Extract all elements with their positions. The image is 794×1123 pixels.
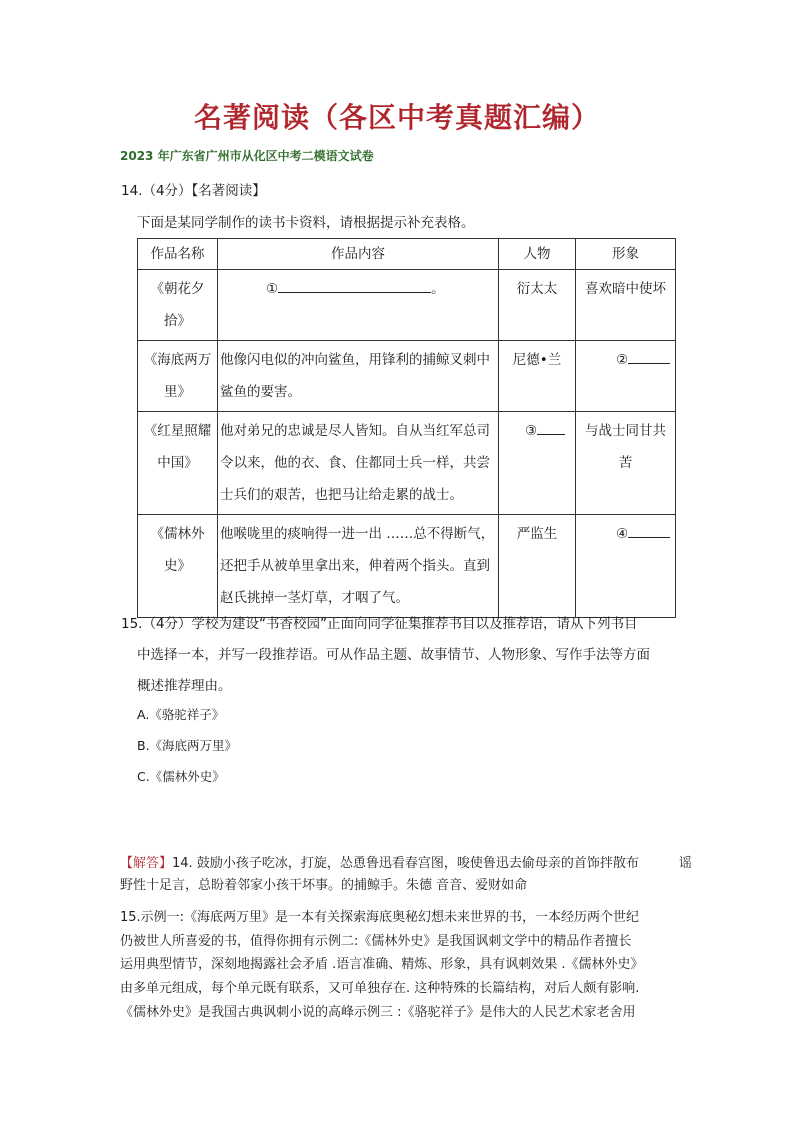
question-15-line: 中选择一本，并写一段推荐语。可从作品主题、故事情节、人物形象、写作手法等方面 xyxy=(137,647,650,663)
content-line: 他喉咙里的痰响得一进一出 ……总不得断气， xyxy=(220,526,495,542)
answer-14-line xyxy=(120,852,692,871)
table-row xyxy=(138,341,676,412)
content-line: 他对弟兄的忠诚是尽人皆知。自从当红军总司 xyxy=(220,423,490,439)
image-line: 与战士同甘共 xyxy=(585,423,666,439)
work-name-line: 《红星照耀 xyxy=(143,423,212,439)
character-cell: 衍太太 xyxy=(499,270,576,341)
header-character: 人物 xyxy=(499,239,576,270)
content-suffix: 。 xyxy=(431,281,445,297)
answer-blank-1[interactable] xyxy=(278,276,431,293)
blank-marker: ③ xyxy=(525,423,538,439)
work-name-line: 史》 xyxy=(164,558,191,574)
content-line: 他像闪电似的冲向鲨鱼，用锋利的捕鲸叉刺中 xyxy=(220,352,490,368)
header-image: 形象 xyxy=(576,239,676,270)
work-name-cell xyxy=(138,515,218,618)
answer-15-line: 15.示例一:《海底两万里》是一本有关探索海底奥秘幻想未来世界的书，一本经历两个世纪 xyxy=(120,910,640,925)
answer-15-line: 由多单元组成，每个单元既有联系，又可单独存在. 这种特殊的长篇结构，对后人颇有影响. xyxy=(120,981,640,996)
work-name-cell xyxy=(138,412,218,515)
answer-blank-4[interactable] xyxy=(628,521,670,538)
character-cell: 严监生 xyxy=(499,515,576,618)
option-c: C.《儒林外史》 xyxy=(137,769,225,784)
answer-blank-3[interactable] xyxy=(537,418,565,435)
table-row xyxy=(138,270,676,341)
blank-marker: ② xyxy=(616,352,629,368)
content-cell xyxy=(218,515,499,618)
question-14-heading: 14.（4分）【名著阅读】 xyxy=(121,183,266,199)
option-b: B.《海底两万里》 xyxy=(137,738,238,753)
blank-marker: ④ xyxy=(616,526,629,542)
image-line: 苦 xyxy=(618,455,633,471)
work-name-line: 《儒林外 xyxy=(150,526,205,542)
table-row xyxy=(138,412,676,515)
question-15-line: 15.（4分）学校为建设“书香校园”正面向同学征集推荐书目以及推荐语，请从下列书目 xyxy=(121,616,638,632)
image-cell xyxy=(576,341,676,412)
table-header-row xyxy=(138,239,676,270)
answer-15-line: 运用典型情节，深刻地揭露社会矛盾 .语言准确、精炼、形象，具有讽刺效果 .《儒林外史》 xyxy=(120,957,644,972)
image-cell xyxy=(576,515,676,618)
answer-15-line: 仍被世人所喜爱的书，值得你拥有示例二:《儒林外史》是我国讽刺文学中的精品作者擅长 xyxy=(120,934,632,949)
work-name-line: 《朝花夕 xyxy=(150,281,205,297)
answer-tag: 【解答】 xyxy=(120,856,173,871)
exam-subtitle: 2023 年广东省广州市从化区中考二模语文试卷 xyxy=(120,149,374,163)
page-title: 名著阅读（各区中考真题汇编） xyxy=(193,101,600,134)
header-work-name: 作品名称 xyxy=(138,239,218,270)
content-cell xyxy=(218,270,499,341)
answer-15-line: 《儒林外史》是我国古典讽刺小说的高峰示例三 :《骆驼祥子》是伟大的人民艺术家老舍用 xyxy=(120,1005,636,1020)
work-name-line: 中国》 xyxy=(157,455,198,471)
answer-14-line: 野性十足言，总盼着邻家小孩干坏事。的捕鲸手。朱德 音音、爱财如命 xyxy=(120,878,528,893)
content-line: 士兵们的艰苦，也把马让给走累的战士。 xyxy=(220,487,463,503)
content-cell xyxy=(218,341,499,412)
content-line: 还把手从被单里拿出来，伸着两个指头。直到 xyxy=(220,558,490,574)
content-line: 鲨鱼的要害。 xyxy=(220,384,301,400)
table-row xyxy=(138,515,676,618)
answer-blank-2[interactable] xyxy=(628,347,670,364)
image-cell: 喜欢暗中使坏 xyxy=(576,270,676,341)
reading-card-table xyxy=(137,238,676,618)
character-cell xyxy=(499,412,576,515)
header-content: 作品内容 xyxy=(218,239,499,270)
option-a: A.《骆驼祥子》 xyxy=(137,707,225,722)
work-name-line: 拾》 xyxy=(164,313,191,329)
work-name-cell xyxy=(138,270,218,341)
answer-14-tail: 谣 xyxy=(678,856,692,871)
work-name-cell xyxy=(138,341,218,412)
character-cell: 尼德•兰 xyxy=(499,341,576,412)
work-name-line: 里》 xyxy=(164,384,191,400)
content-cell xyxy=(218,412,499,515)
content-line: 赵氏挑掉一茎灯草，才咽了气。 xyxy=(220,590,409,606)
work-name-line: 《海底两万 xyxy=(143,352,212,368)
question-15-line: 概述推荐理由。 xyxy=(137,678,232,694)
blank-marker: ① xyxy=(266,281,279,297)
question-14-intro: 下面是某同学制作的读书卡资料，请根据提示补充表格。 xyxy=(137,215,475,231)
image-cell xyxy=(576,412,676,515)
content-line: 令以来，他的衣、食、住都同士兵一样，共尝 xyxy=(220,455,490,471)
answer-14-text: 14. 鼓励小孩子吃冰，打旋，怂恿鲁迅看春宫图，唆使鲁迅去偷母亲的首饰拌散布 xyxy=(172,856,639,871)
